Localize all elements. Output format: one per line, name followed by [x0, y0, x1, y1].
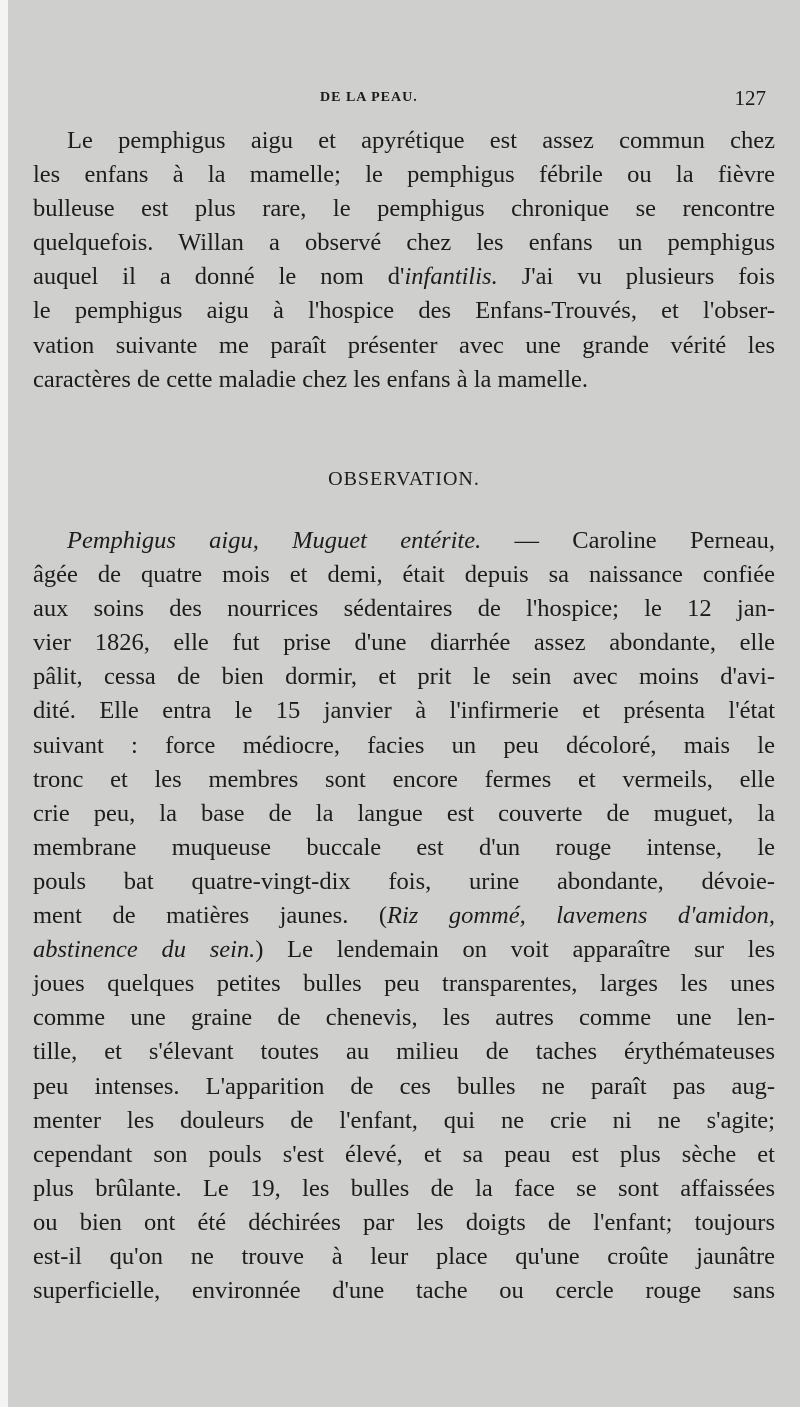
text-line	[33, 899, 775, 933]
text-segment: ) Le lendemain on voit apparaître sur les	[255, 936, 775, 964]
text-line: plus brûlante. Le 19, les bulles de la face se sont affaissées	[33, 1174, 775, 1202]
page-number: 127	[734, 86, 766, 110]
text-line: le pemphigus aigu à l'hospice des Enfans-Trouvés, et l'obser-	[33, 297, 775, 325]
text-line: menter les douleurs de l'enfant, qui ne crie ni ne s'agite;	[33, 1106, 775, 1134]
text-line: tille, et s'élevant toutes au milieu de taches érythémateuses	[33, 1038, 775, 1066]
text-line: pâlit, cessa de bien dormir, et prit le sein avec moins d'avi-	[33, 663, 775, 691]
italic-term: infantilis.	[404, 263, 498, 291]
running-title: DE LA PEAU.	[320, 90, 418, 105]
text-line: vier 1826, elle fut prise d'une diarrhée assez abondante, elle	[33, 629, 775, 657]
text-line: aux soins des nourrices sédentaires de l'hospice; le 12 jan-	[33, 595, 775, 623]
paragraph-observation	[33, 524, 775, 1308]
text-line: comme une graine de chenevis, les autres comme une len-	[33, 1004, 775, 1032]
text-segment: J'ai vu plusieurs fois	[497, 263, 775, 291]
text-line: cependant son pouls s'est élevé, et sa peau est plus sèche et	[33, 1140, 775, 1168]
text-line: vation suivante me paraît présenter avec une grande vérité les	[33, 331, 775, 359]
text-segment: ment de matières jaunes. (	[33, 902, 387, 930]
section-heading: OBSERVATION.	[328, 468, 480, 490]
scan-margin	[0, 0, 8, 1407]
text-line: quelquefois. Willan a observé chez les enfans un pemphigus	[33, 229, 775, 257]
text-line: peu intenses. L'apparition de ces bulles ne paraît pas aug-	[33, 1072, 775, 1100]
text-line: âgée de quatre mois et demi, était depuis sa naissance confiée	[33, 561, 775, 589]
text-line	[33, 933, 775, 967]
text-line: les enfans à la mamelle; le pemphigus fébrile ou la fièvre	[33, 161, 775, 189]
text-line: tronc et les membres sont encore fermes et vermeils, elle	[33, 765, 775, 793]
text-line: ou bien ont été déchirées par les doigts de l'enfant; toujours	[33, 1208, 775, 1236]
text-line: Le pemphigus aigu et apyrétique est assez commun chez	[67, 127, 775, 154]
text-line: membrane muqueuse buccale est d'un rouge intense, le	[33, 833, 775, 861]
book-page	[8, 0, 800, 1407]
text-line: bulleuse est plus rare, le pemphigus chronique se rencontre	[33, 195, 775, 223]
text-line: suivant : force médiocre, facies un peu décoloré, mais le	[33, 731, 775, 759]
text-line: est-il qu'on ne trouve à leur place qu'une croûte jaunâtre	[33, 1242, 775, 1270]
paragraph-intro	[33, 124, 775, 397]
text-line	[33, 524, 775, 558]
text-line: caractères de cette maladie chez les enfans à la mamelle.	[33, 365, 588, 393]
text-line: dité. Elle entra le 15 janvier à l'infirmerie et présenta l'état	[33, 697, 775, 725]
italic-prescription: abstinence du sein.	[33, 936, 256, 964]
text-line: pouls bat quatre-vingt-dix fois, urine abondante, dévoie-	[33, 867, 775, 895]
running-head	[8, 86, 800, 114]
text-line	[33, 260, 775, 294]
italic-prescription: Riz gommé, lavemens d'amidon,	[387, 902, 775, 930]
text-line: superficielle, environnée d'une tache ou cercle rouge sans	[33, 1277, 775, 1305]
text-line: crie peu, la base de la langue est couverte de muguet, la	[33, 799, 775, 827]
text-segment: auquel il a donné le nom d'	[33, 263, 405, 291]
text-line: joues quelques petites bulles peu transparentes, larges les unes	[33, 970, 775, 998]
text-segment: — Caroline Perneau,	[481, 527, 775, 554]
italic-title: Pemphigus aigu, Muguet entérite.	[67, 527, 482, 554]
